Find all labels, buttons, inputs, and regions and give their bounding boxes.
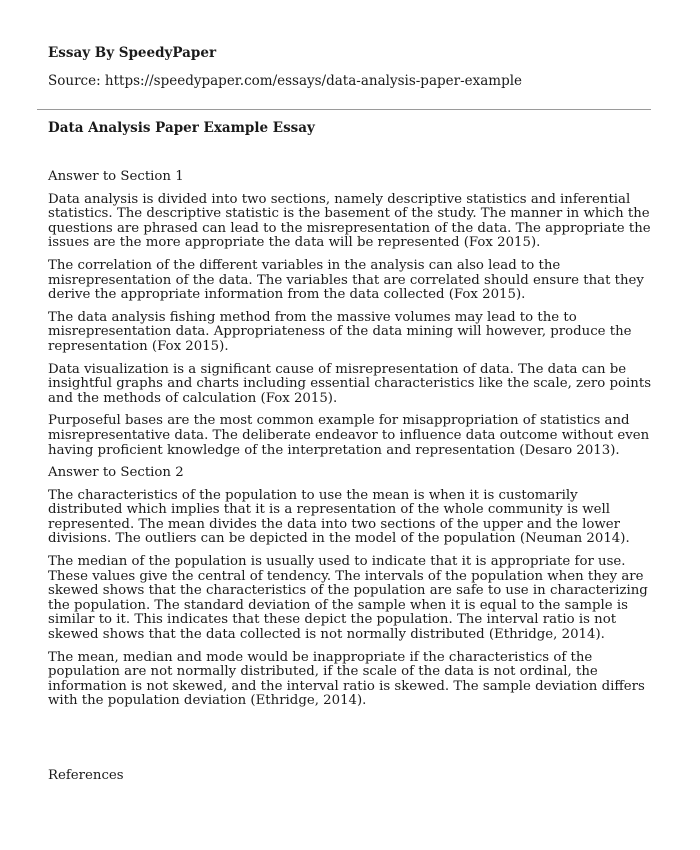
header-divider [37,109,651,110]
source-line: Source: https://speedypaper.com/essays/data-analysis-paper-example [48,73,523,89]
section-1-heading: Answer to Section 1 [48,169,184,184]
paragraph: The mean, median and mode would be inappropriate if the characteristics of the population are not normally distributed, if the scale of the data is not ordinal, the information is not skewed, and the interval ratio is skewed. The sample deviation differs with the population deviation (Ethridge, 2014). [48,649,645,709]
document-title: Data Analysis Paper Example Essay [48,120,315,136]
paragraph: The data analysis fishing method from the massive volumes may lead to the to misrepresentation data. Appropriateness of the data mining will however, produce the representation (Fox 2015). [48,309,632,354]
references-heading: References [48,768,124,783]
paragraph: The correlation of the different variables in the analysis can also lead to the misrepresentation of the data. The variables that are correlated should ensure that they derive the appropriate information from the data collected (Fox 2015). [48,257,644,303]
site-title: Essay By SpeedyPaper [48,45,217,61]
section-2-heading: Answer to Section 2 [48,465,184,481]
paragraph: Data analysis is divided into two sections, namely descriptive statistics and inferential statistics. The descriptive statistic is the basement of the study. The manner in which the questions are phrased can lead to the misrepresentation of the data. The appropriate the issues are the more appropriate the data will be represented (Fox 2015). [48,191,651,251]
paragraph: The median of the population is usually used to indicate that it is appropriate for use. These values give the central of tendency. The intervals of the population when they are skewed shows that the characteristics of the population are safe to use in characterizing the population. The standard deviation of the sample when it is equal to the sample is similar to it. This indicates that these depict the population. The interval ratio is not skewed shows that the data collected is not normally distributed (Ethridge, 2014). [48,554,648,643]
document-body [48,170,654,717]
paragraph: Data visualization is a significant cause of misrepresentation of data. The data can be insightful graphs and charts including essential characteristics like the scale, zero points and the methods of calculation (Fox 2015). [48,361,652,406]
document-header [48,44,652,90]
paragraph: Purposeful bases are the most common example for misappropriation of statistics and misrepresentative data. The deliberate endeavor to influence data outcome without even having proficient knowledge of the interpretation and representation (Desaro 2013). [48,413,650,458]
paragraph: The characteristics of the population to use the mean is when it is customarily distributed which implies that it is a representation of the whole community is well represented. The mean divides the data into two sections of the upper and the lower divisions. The outliers can be depicted in the model of the population (Neuman 2014). [48,487,630,547]
